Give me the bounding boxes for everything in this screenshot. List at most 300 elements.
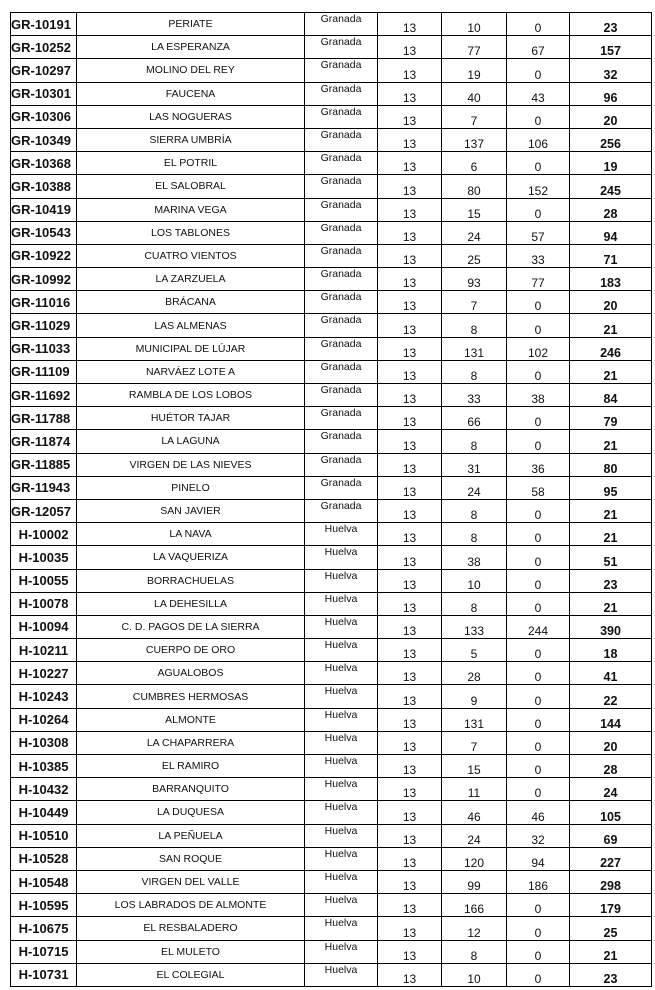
row-name: SIERRA UMBRÍA (77, 128, 305, 151)
row-code: GR-10388 (11, 175, 77, 198)
row-code: GR-11788 (11, 407, 77, 430)
row-value-a: 13 (378, 499, 442, 522)
row-code: GR-11692 (11, 384, 77, 407)
table-row (11, 499, 652, 522)
row-code: GR-10301 (11, 82, 77, 105)
row-province: Huelva (305, 824, 378, 847)
row-value-a: 13 (378, 917, 442, 940)
row-value-a: 13 (378, 708, 442, 731)
row-name: LAS NOGUERAS (77, 105, 305, 128)
row-code: GR-10349 (11, 128, 77, 151)
row-value-a: 13 (378, 360, 442, 383)
row-name: LA NAVA (77, 523, 305, 546)
row-province: Granada (305, 198, 378, 221)
row-value-c: 0 (507, 546, 570, 569)
table-row (11, 13, 652, 36)
row-value-c: 0 (507, 685, 570, 708)
row-value-c: 0 (507, 894, 570, 917)
row-name: BORRACHUELAS (77, 569, 305, 592)
table-row (11, 36, 652, 59)
row-value-a: 13 (378, 523, 442, 546)
row-value-b: 99 (442, 870, 507, 893)
row-province: Granada (305, 128, 378, 151)
row-province: Granada (305, 476, 378, 499)
table-row (11, 476, 652, 499)
row-value-a: 13 (378, 662, 442, 685)
row-province: Granada (305, 430, 378, 453)
row-total: 94 (570, 221, 652, 244)
row-value-a: 13 (378, 569, 442, 592)
row-value-b: 8 (442, 940, 507, 963)
row-value-c: 57 (507, 221, 570, 244)
row-value-b: 6 (442, 152, 507, 175)
row-value-a: 13 (378, 291, 442, 314)
row-value-b: 25 (442, 244, 507, 267)
row-value-a: 13 (378, 894, 442, 917)
row-total: 23 (570, 963, 652, 986)
row-total: 144 (570, 708, 652, 731)
row-province: Granada (305, 221, 378, 244)
row-total: 21 (570, 499, 652, 522)
row-province: Granada (305, 337, 378, 360)
row-name: VIRGEN DEL VALLE (77, 870, 305, 893)
table-row (11, 59, 652, 82)
table-row (11, 917, 652, 940)
row-name: LA DUQUESA (77, 801, 305, 824)
row-code: GR-10306 (11, 105, 77, 128)
row-code: H-10055 (11, 569, 77, 592)
row-value-b: 10 (442, 569, 507, 592)
row-code: GR-12057 (11, 499, 77, 522)
row-code: H-10035 (11, 546, 77, 569)
row-code: H-10308 (11, 731, 77, 754)
row-total: 23 (570, 13, 652, 36)
row-total: 21 (570, 430, 652, 453)
row-province: Granada (305, 291, 378, 314)
table-row (11, 615, 652, 638)
row-code: H-10094 (11, 615, 77, 638)
row-value-a: 13 (378, 13, 442, 36)
row-province: Granada (305, 499, 378, 522)
row-value-c: 0 (507, 639, 570, 662)
row-province: Huelva (305, 894, 378, 917)
row-province: Huelva (305, 917, 378, 940)
row-value-a: 13 (378, 685, 442, 708)
row-province: Granada (305, 82, 378, 105)
row-value-a: 13 (378, 407, 442, 430)
row-value-b: 80 (442, 175, 507, 198)
row-code: H-10595 (11, 894, 77, 917)
row-code: GR-10191 (11, 13, 77, 36)
table-row (11, 175, 652, 198)
row-total: 179 (570, 894, 652, 917)
row-total: 20 (570, 731, 652, 754)
row-code: H-10243 (11, 685, 77, 708)
row-name: HUÉTOR TAJAR (77, 407, 305, 430)
table-row (11, 870, 652, 893)
row-province: Huelva (305, 685, 378, 708)
row-value-b: 24 (442, 824, 507, 847)
row-total: 18 (570, 639, 652, 662)
row-value-c: 0 (507, 662, 570, 685)
row-value-c: 77 (507, 268, 570, 291)
table-row (11, 940, 652, 963)
row-value-a: 13 (378, 82, 442, 105)
table-row (11, 384, 652, 407)
row-province: Granada (305, 314, 378, 337)
table-row (11, 847, 652, 870)
row-code: GR-11885 (11, 453, 77, 476)
row-value-b: 7 (442, 291, 507, 314)
row-province: Huelva (305, 662, 378, 685)
row-code: H-10385 (11, 755, 77, 778)
row-value-a: 13 (378, 198, 442, 221)
row-value-b: 166 (442, 894, 507, 917)
row-province: Granada (305, 244, 378, 267)
row-value-c: 0 (507, 360, 570, 383)
table-row (11, 569, 652, 592)
table-row (11, 801, 652, 824)
row-value-b: 5 (442, 639, 507, 662)
row-value-a: 13 (378, 963, 442, 986)
row-value-a: 13 (378, 384, 442, 407)
row-value-c: 0 (507, 13, 570, 36)
row-total: 183 (570, 268, 652, 291)
row-value-b: 10 (442, 963, 507, 986)
row-value-c: 102 (507, 337, 570, 360)
row-value-c: 0 (507, 755, 570, 778)
row-value-c: 0 (507, 778, 570, 801)
row-value-a: 13 (378, 801, 442, 824)
row-province: Granada (305, 384, 378, 407)
row-name: LA ESPERANZA (77, 36, 305, 59)
row-code: H-10510 (11, 824, 77, 847)
row-code: H-10002 (11, 523, 77, 546)
row-name: LOS TABLONES (77, 221, 305, 244)
row-total: 21 (570, 523, 652, 546)
table-row (11, 824, 652, 847)
row-total: 24 (570, 778, 652, 801)
row-province: Granada (305, 453, 378, 476)
row-value-b: 12 (442, 917, 507, 940)
row-name: EL POTRIL (77, 152, 305, 175)
row-province: Huelva (305, 546, 378, 569)
row-value-a: 13 (378, 476, 442, 499)
row-code: GR-11016 (11, 291, 77, 314)
table-row (11, 453, 652, 476)
table-row (11, 407, 652, 430)
row-province: Huelva (305, 639, 378, 662)
row-value-c: 244 (507, 615, 570, 638)
row-total: 21 (570, 360, 652, 383)
row-name: EL SALOBRAL (77, 175, 305, 198)
row-value-b: 131 (442, 337, 507, 360)
row-province: Granada (305, 59, 378, 82)
row-total: 32 (570, 59, 652, 82)
row-value-c: 46 (507, 801, 570, 824)
row-total: 96 (570, 82, 652, 105)
row-value-b: 131 (442, 708, 507, 731)
row-total: 71 (570, 244, 652, 267)
row-total: 23 (570, 569, 652, 592)
row-value-a: 13 (378, 453, 442, 476)
row-total: 19 (570, 152, 652, 175)
row-name: LAS ALMENAS (77, 314, 305, 337)
row-name: SAN JAVIER (77, 499, 305, 522)
row-province: Huelva (305, 708, 378, 731)
row-value-a: 13 (378, 592, 442, 615)
row-name: BRÁCANA (77, 291, 305, 314)
row-value-c: 0 (507, 569, 570, 592)
row-province: Granada (305, 13, 378, 36)
data-table (10, 12, 652, 987)
row-province: Huelva (305, 755, 378, 778)
table-row (11, 592, 652, 615)
row-value-c: 0 (507, 105, 570, 128)
row-total: 28 (570, 755, 652, 778)
row-value-c: 0 (507, 430, 570, 453)
row-name: ALMONTE (77, 708, 305, 731)
row-total: 21 (570, 940, 652, 963)
row-value-b: 77 (442, 36, 507, 59)
row-code: GR-10992 (11, 268, 77, 291)
row-code: H-10731 (11, 963, 77, 986)
row-value-b: 8 (442, 430, 507, 453)
row-value-b: 10 (442, 13, 507, 36)
row-total: 246 (570, 337, 652, 360)
row-value-c: 0 (507, 523, 570, 546)
table-row (11, 523, 652, 546)
table-row (11, 360, 652, 383)
row-total: 25 (570, 917, 652, 940)
row-province: Granada (305, 268, 378, 291)
row-value-c: 0 (507, 407, 570, 430)
row-code: H-10675 (11, 917, 77, 940)
row-value-a: 13 (378, 870, 442, 893)
table-row (11, 291, 652, 314)
table-row (11, 128, 652, 151)
row-code: H-10264 (11, 708, 77, 731)
table-row (11, 82, 652, 105)
row-name: NARVÁEZ LOTE A (77, 360, 305, 383)
row-value-c: 58 (507, 476, 570, 499)
row-province: Huelva (305, 801, 378, 824)
row-value-c: 0 (507, 499, 570, 522)
row-value-c: 152 (507, 175, 570, 198)
row-code: GR-10297 (11, 59, 77, 82)
row-name: LA ZARZUELA (77, 268, 305, 291)
row-value-c: 0 (507, 592, 570, 615)
row-province: Granada (305, 175, 378, 198)
row-value-a: 13 (378, 105, 442, 128)
row-name: LA CHAPARRERA (77, 731, 305, 754)
row-value-b: 40 (442, 82, 507, 105)
row-name: BARRANQUITO (77, 778, 305, 801)
table-row (11, 685, 652, 708)
row-value-b: 8 (442, 499, 507, 522)
row-province: Granada (305, 36, 378, 59)
row-total: 80 (570, 453, 652, 476)
row-value-a: 13 (378, 778, 442, 801)
row-code: H-10715 (11, 940, 77, 963)
row-name: MOLINO DEL REY (77, 59, 305, 82)
row-name: CUMBRES HERMOSAS (77, 685, 305, 708)
row-value-a: 13 (378, 940, 442, 963)
row-value-c: 36 (507, 453, 570, 476)
row-total: 256 (570, 128, 652, 151)
row-value-b: 7 (442, 105, 507, 128)
row-code: H-10078 (11, 592, 77, 615)
row-name: EL COLEGIAL (77, 963, 305, 986)
row-name: AGUALOBOS (77, 662, 305, 685)
row-province: Huelva (305, 940, 378, 963)
table-row (11, 894, 652, 917)
row-total: 79 (570, 407, 652, 430)
row-total: 95 (570, 476, 652, 499)
row-province: Huelva (305, 870, 378, 893)
row-value-b: 24 (442, 476, 507, 499)
row-name: C. D. PAGOS DE LA SIERRA (77, 615, 305, 638)
row-name: LA LAGUNA (77, 430, 305, 453)
row-name: LOS LABRADOS DE ALMONTE (77, 894, 305, 917)
row-code: GR-11943 (11, 476, 77, 499)
row-total: 20 (570, 291, 652, 314)
row-code: GR-10419 (11, 198, 77, 221)
row-code: GR-11874 (11, 430, 77, 453)
table-row (11, 268, 652, 291)
row-value-a: 13 (378, 337, 442, 360)
row-value-b: 33 (442, 384, 507, 407)
row-total: 105 (570, 801, 652, 824)
row-value-c: 0 (507, 917, 570, 940)
row-value-a: 13 (378, 755, 442, 778)
table-row (11, 430, 652, 453)
table-row (11, 639, 652, 662)
row-province: Granada (305, 360, 378, 383)
table-body (11, 13, 652, 987)
row-value-c: 43 (507, 82, 570, 105)
row-value-b: 38 (442, 546, 507, 569)
row-value-a: 13 (378, 244, 442, 267)
row-name: RAMBLA DE LOS LOBOS (77, 384, 305, 407)
row-value-b: 9 (442, 685, 507, 708)
row-province: Huelva (305, 592, 378, 615)
row-value-c: 0 (507, 940, 570, 963)
row-name: PERIATE (77, 13, 305, 36)
row-total: 20 (570, 105, 652, 128)
row-province: Huelva (305, 615, 378, 638)
row-value-a: 13 (378, 731, 442, 754)
row-total: 69 (570, 824, 652, 847)
row-value-c: 32 (507, 824, 570, 847)
row-name: EL MULETO (77, 940, 305, 963)
row-value-a: 13 (378, 824, 442, 847)
table-row (11, 244, 652, 267)
row-value-c: 106 (507, 128, 570, 151)
table-row (11, 198, 652, 221)
row-code: GR-10543 (11, 221, 77, 244)
row-value-a: 13 (378, 59, 442, 82)
row-province: Huelva (305, 847, 378, 870)
row-value-a: 13 (378, 128, 442, 151)
row-value-a: 13 (378, 639, 442, 662)
row-province: Huelva (305, 731, 378, 754)
row-province: Granada (305, 152, 378, 175)
row-value-a: 13 (378, 268, 442, 291)
row-name: CUATRO VIENTOS (77, 244, 305, 267)
row-total: 28 (570, 198, 652, 221)
row-value-c: 0 (507, 152, 570, 175)
row-value-a: 13 (378, 175, 442, 198)
row-total: 21 (570, 592, 652, 615)
row-value-b: 8 (442, 360, 507, 383)
row-value-c: 0 (507, 731, 570, 754)
row-name: VIRGEN DE LAS NIEVES (77, 453, 305, 476)
row-total: 51 (570, 546, 652, 569)
row-value-c: 0 (507, 708, 570, 731)
row-value-b: 133 (442, 615, 507, 638)
row-value-b: 66 (442, 407, 507, 430)
row-value-c: 0 (507, 291, 570, 314)
row-value-a: 13 (378, 615, 442, 638)
row-value-b: 15 (442, 198, 507, 221)
row-value-b: 93 (442, 268, 507, 291)
row-code: H-10528 (11, 847, 77, 870)
row-name: CUERPO DE ORO (77, 639, 305, 662)
table-row (11, 755, 652, 778)
row-code: GR-10368 (11, 152, 77, 175)
row-province: Granada (305, 407, 378, 430)
row-total: 157 (570, 36, 652, 59)
row-value-a: 13 (378, 430, 442, 453)
row-name: MARINA VEGA (77, 198, 305, 221)
row-province: Huelva (305, 778, 378, 801)
row-name: EL RAMIRO (77, 755, 305, 778)
row-value-b: 120 (442, 847, 507, 870)
row-code: GR-11029 (11, 314, 77, 337)
table-row (11, 963, 652, 986)
row-value-b: 8 (442, 592, 507, 615)
row-name: EL RESBALADERO (77, 917, 305, 940)
row-name: LA PEÑUELA (77, 824, 305, 847)
row-value-a: 13 (378, 314, 442, 337)
row-province: Huelva (305, 963, 378, 986)
row-value-c: 67 (507, 36, 570, 59)
table-row (11, 221, 652, 244)
row-code: GR-11033 (11, 337, 77, 360)
row-total: 21 (570, 314, 652, 337)
row-code: H-10548 (11, 870, 77, 893)
row-value-c: 33 (507, 244, 570, 267)
row-value-b: 11 (442, 778, 507, 801)
row-name: SAN ROQUE (77, 847, 305, 870)
table-row (11, 778, 652, 801)
table-row (11, 337, 652, 360)
row-value-b: 31 (442, 453, 507, 476)
row-total: 84 (570, 384, 652, 407)
row-value-c: 186 (507, 870, 570, 893)
table-row (11, 105, 652, 128)
row-value-b: 19 (442, 59, 507, 82)
row-value-c: 0 (507, 963, 570, 986)
row-value-b: 28 (442, 662, 507, 685)
row-code: H-10211 (11, 639, 77, 662)
row-value-b: 24 (442, 221, 507, 244)
row-value-a: 13 (378, 847, 442, 870)
table-row (11, 546, 652, 569)
row-value-b: 137 (442, 128, 507, 151)
row-name: MUNICIPAL DE LÚJAR (77, 337, 305, 360)
